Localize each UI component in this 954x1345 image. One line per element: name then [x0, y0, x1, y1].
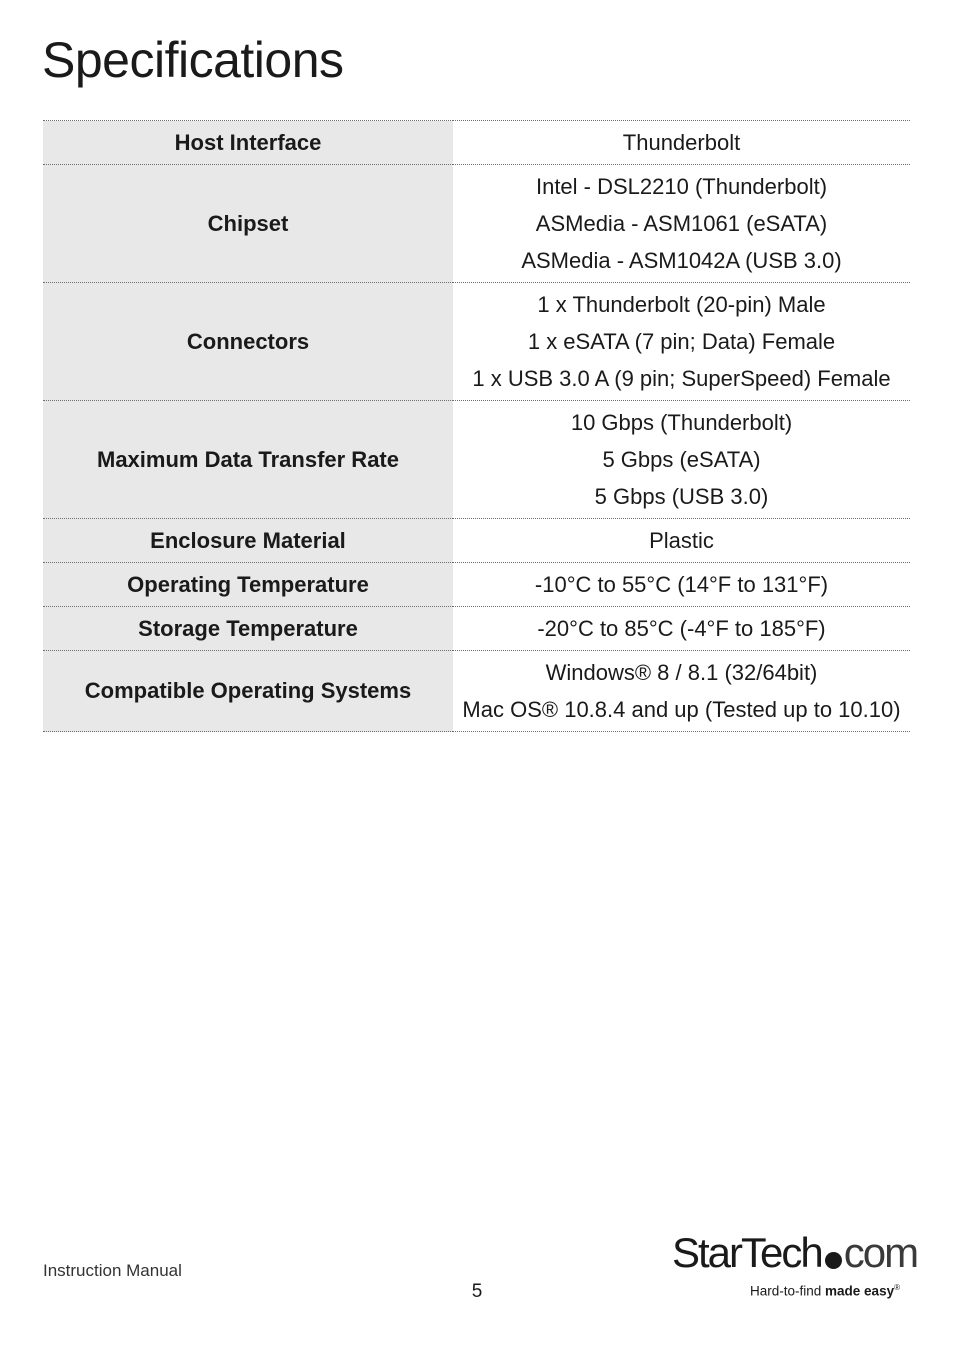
spec-row-chipset	[43, 165, 910, 283]
spec-value-line: ASMedia - ASM1042A (USB 3.0)	[521, 248, 842, 273]
logo-wordmark	[672, 1230, 917, 1276]
spec-label: Compatible Operating Systems	[43, 651, 453, 732]
spec-value-line: 5 Gbps (eSATA)	[602, 447, 761, 472]
spec-row-connectors	[43, 283, 910, 401]
spec-label: Maximum Data Transfer Rate	[43, 401, 453, 519]
spec-value	[453, 401, 910, 519]
spec-value-line: Plastic	[649, 528, 714, 553]
logo-dot-icon	[825, 1252, 842, 1269]
spec-value-line: 1 x Thunderbolt (20-pin) Male	[537, 292, 826, 317]
spec-value-line: Mac OS® 10.8.4 and up (Tested up to 10.10)	[462, 697, 901, 722]
spec-value-line: 10 Gbps (Thunderbolt)	[570, 410, 793, 435]
spec-value-line: Windows® 8 / 8.1 (32/64bit)	[545, 660, 818, 685]
spec-value	[453, 563, 910, 607]
spec-value-line: Intel - DSL2210 (Thunderbolt)	[535, 174, 828, 199]
spec-row-compatible-operating-systems	[43, 651, 910, 732]
spec-value-line: ASMedia - ASM1061 (eSATA)	[535, 211, 828, 236]
spec-value-line: 1 x USB 3.0 A (9 pin; SuperSpeed) Female	[472, 366, 891, 391]
tagline-bold: made easy	[825, 1283, 895, 1299]
logo-domain-text: com	[843, 1229, 918, 1276]
spec-value	[453, 651, 910, 732]
spec-label: Storage Temperature	[43, 607, 453, 651]
spec-label: Enclosure Material	[43, 519, 453, 563]
spec-row-enclosure-material	[43, 519, 910, 563]
spec-label: Operating Temperature	[43, 563, 453, 607]
spec-row-max-data-transfer-rate	[43, 401, 910, 519]
spec-label: Connectors	[43, 283, 453, 401]
spec-value	[453, 165, 910, 283]
spec-value-line: 1 x eSATA (7 pin; Data) Female	[527, 329, 836, 354]
spec-label: Host Interface	[43, 121, 453, 165]
page-number: 5	[471, 1281, 483, 1302]
spec-value	[453, 519, 910, 563]
spec-value-line: -10°C to 55°C (14°F to 131°F)	[534, 572, 829, 597]
logo-brand-text: StarTech	[672, 1229, 822, 1276]
spec-value-line: Thunderbolt	[622, 130, 741, 155]
spec-value-line: 5 Gbps (USB 3.0)	[594, 484, 769, 509]
specifications-table	[43, 120, 910, 732]
tagline-registered-mark: ®	[894, 1283, 900, 1292]
spec-row-storage-temperature	[43, 607, 910, 651]
page-title: Specifications	[42, 32, 344, 88]
spec-value	[453, 283, 910, 401]
spec-value	[453, 121, 910, 165]
tagline-regular: Hard-to-find	[750, 1283, 826, 1299]
spec-value-line: -20°C to 85°C (-4°F to 185°F)	[537, 616, 826, 641]
footer-manual-label: Instruction Manual	[43, 1261, 182, 1280]
startech-logo	[672, 1229, 918, 1305]
spec-row-host-interface	[43, 121, 910, 165]
logo-tagline	[750, 1283, 900, 1299]
spec-value	[453, 607, 910, 651]
spec-row-operating-temperature	[43, 563, 910, 607]
spec-label: Chipset	[43, 165, 453, 283]
